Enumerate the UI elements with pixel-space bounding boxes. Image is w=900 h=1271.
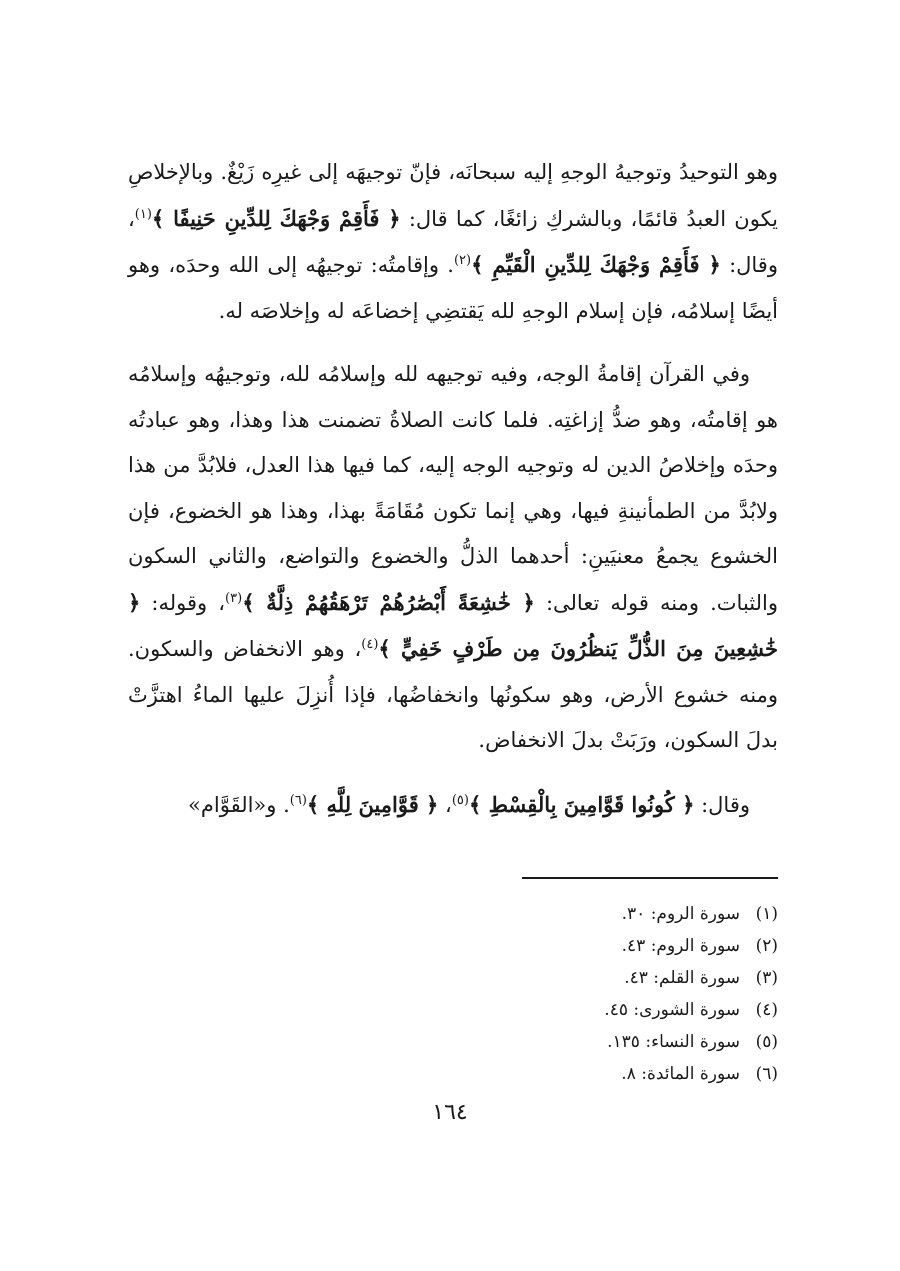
footnote-number: (١) [755, 904, 778, 924]
footnotes-list [450, 898, 778, 1090]
text-run: وهو التوحيدُ وتوجيهُ الوجهِ إليه سبحانَه، فإنّ توجيهَه إلى غيرِه زَيْغٌ. وبالإخلاصِ يكون العبدُ قائمًا، وبالشركِ زائغًا، كما قال: [128, 160, 779, 231]
footnote-reference: (٦) [289, 792, 307, 808]
quran-verse: ﴿ خَٰشِعِينَ مِنَ الذُّلِّ يَنظُرُونَ مِن طَرْفٍ خَفِيٍّ ﴾ [128, 589, 779, 661]
footnote-text: سورة النساء: ١٣٥. [607, 1032, 740, 1052]
paragraph [128, 352, 778, 764]
footnote-separator [522, 877, 778, 879]
footnote-reference: (٤) [361, 637, 379, 652]
text-run: وفي القرآن إقامةُ الوجه، وفيه توجيهه لله وإسلامُه لله، وتوجيهُه وإسلامُه هو إقامتُه، وهو ضدُّ إزاغتِه. فلما كانت الصلاةُ تضمنت هذا وهذا، وهو عبادتُه وحدَه وإخلاصُ الدين له وتوجيه الوجه إليه، كما فيها هذا العدل، فلابُدَّ من هذا ولابُدَّ من الطمأنينةِ فيها، وهي إنما تكون مُقَامَةً بهذا، وهذا هو الخضوع، فإن الخشوع يجمعُ معنيَينِ: أحدهما الذلُّ والخضوع والتواضع، والثاني السكون والثبات. ومنه قوله تعالى: [128, 362, 778, 615]
footnote-number: (٤) [755, 1000, 778, 1020]
footnote-item [450, 994, 778, 1026]
footnote-reference: (٢) [453, 253, 472, 268]
main-text [128, 150, 778, 846]
paragraph [128, 782, 778, 829]
footnote-number: (٢) [755, 936, 778, 956]
footnote-number: (٦) [755, 1064, 778, 1084]
footnote-item [450, 1058, 778, 1090]
footnote-number: (٥) [755, 1032, 778, 1052]
quran-verse: ﴿ قَوَّامِينَ لِلَّهِ ﴾ [306, 791, 439, 817]
footnote-item [450, 962, 778, 994]
footnote-item [450, 930, 778, 962]
text-run: ، وقوله: [140, 590, 226, 615]
footnote-number: (٣) [755, 968, 778, 988]
text-run: ، [438, 792, 452, 817]
footnote-reference: (٣) [225, 590, 243, 606]
footnote-text: سورة المائدة: ٨. [621, 1064, 740, 1084]
footnote-reference: (٥) [451, 792, 469, 808]
footnote-reference: (١) [134, 206, 152, 222]
quran-verse: ﴿ كُونُوا قَوَّامِينَ بِالْقِسْطِ ﴾ [468, 791, 695, 817]
paragraph [128, 150, 778, 334]
footnote-text: سورة الروم: ٣٠. [621, 904, 740, 924]
text-run: . و«القَوَّام» [188, 792, 290, 817]
quran-verse: ﴿ فَأَقِمْ وَجْهَكَ لِلدِّينِ حَنِيفًا ﴾ [151, 205, 401, 231]
footnote-item [450, 1026, 778, 1058]
text-run: . وإقامتُه: توجيهُه إلى الله وحدَه، وهو أيضًا إسلامُه، فإن إسلام الوجهِ لله يَقتضِي إخضاعَه له وإخلاصَه له. [128, 253, 778, 323]
page-number: ١٦٤ [432, 1100, 468, 1125]
text-run: ، وهو الانخفاض والسكون. ومنه خشوع الأرض، وهو سكونُها وانخفاضُها، فإذا أُنزِلَ عليها الماءُ اهتزَّتْ بدلَ السكون، ورَبَتْ بدلَ الانخفاض. [128, 637, 778, 752]
footnote-item [450, 898, 778, 930]
quran-verse: ﴿ خَٰشِعَةً أَبْصَٰرُهُمْ تَرْهَقُهُمْ ذِلَّةٌ ﴾ [242, 589, 535, 615]
quran-verse: ﴿ فَأَقِمْ وَجْهَكَ لِلدِّينِ الْقَيِّمِ ﴾ [471, 252, 721, 277]
text-run: ، وقال: [128, 206, 778, 277]
text-run: وقال: [694, 792, 750, 817]
footnote-text: سورة القلم: ٤٣. [624, 968, 740, 988]
footnote-text: سورة الروم: ٤٣. [621, 936, 740, 956]
footnote-text: سورة الشورى: ٤٥. [604, 1000, 740, 1020]
